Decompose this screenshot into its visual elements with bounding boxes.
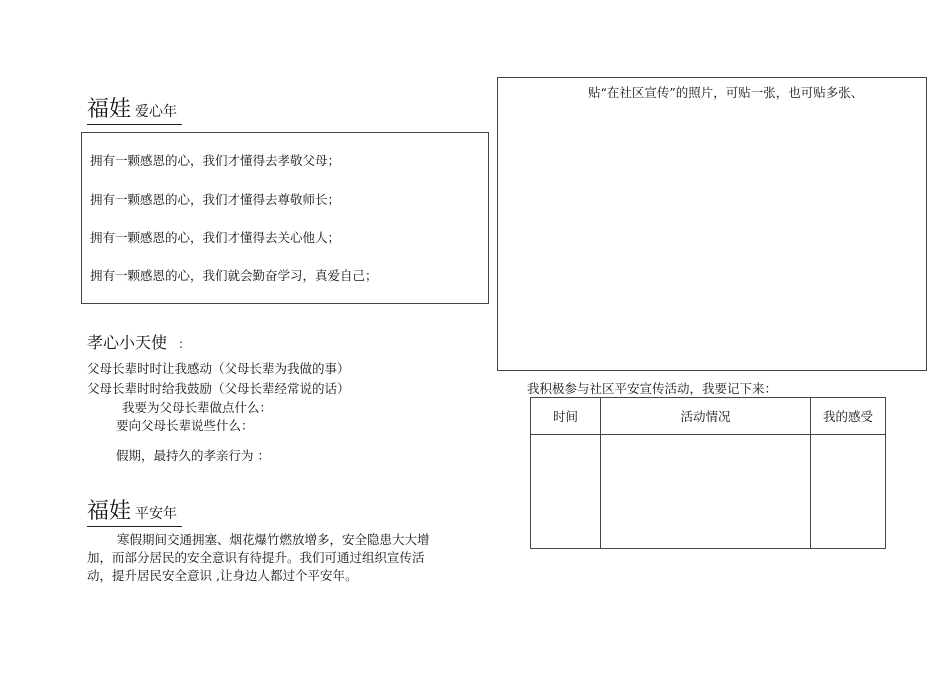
filial-prompt-moved: 父母长辈时时让我感动（父母长辈为我做的事） [87, 361, 350, 376]
header-feeling: 我的感受 [811, 398, 886, 435]
header-time: 时间 [531, 398, 601, 435]
safety-section-title [87, 494, 182, 527]
cell-time-input[interactable] [531, 435, 601, 549]
safety-title-sub: 平安年 [135, 506, 178, 522]
love-title-sub: 爱心年 [135, 104, 178, 120]
filial-prompt-say-to: 要向父母长辈说些什么： [116, 418, 254, 433]
header-activity: 活动情况 [601, 398, 811, 435]
table-header-row [531, 398, 886, 435]
filial-prompt-do-for: 我要为父母长辈做点什么： [122, 400, 273, 415]
filial-title-text: 孝心小天使 [87, 333, 168, 352]
filial-section-title [87, 330, 190, 353]
gratitude-line-1: 拥有一颗感恩的心，我们才懂得去孝敬父母； [90, 153, 341, 168]
gratitude-line-2: 拥有一颗感恩的心，我们才懂得去尊敬师长； [90, 192, 341, 207]
gratitude-box [81, 132, 489, 304]
safety-paragraph: 寒假期间交通拥塞、烟花爆竹燃放增多，安全隐患大大增加，而部分居民的安全意识有待提升。我们可通过组织宣传活动，提升居民安全意识 ,让身边人都过个平安年。 [87, 532, 430, 583]
activity-record-table [530, 397, 886, 549]
photo-box [497, 77, 927, 371]
filial-prompt-encouraged: 父母长辈时时给我鼓励（父母长辈经常说的话） [87, 381, 350, 396]
filial-title-colon: ： [178, 337, 191, 351]
filial-prompt-lasting: 假期，最持久的孝亲行为 ： [116, 448, 270, 463]
love-section-title [87, 92, 182, 125]
safety-title-main: 福娃 [87, 499, 132, 524]
gratitude-line-3: 拥有一颗感恩的心，我们才懂得去关心他人； [90, 230, 341, 245]
cell-activity-input[interactable] [601, 435, 811, 549]
activity-intro: 我积极参与社区平安宣传活动，我要记下来： [527, 381, 778, 396]
table-row [531, 435, 886, 549]
love-title-main: 福娃 [87, 97, 132, 122]
photo-box-caption: 贴“在社区宣传”的照片，可贴一张，也可贴多张、 [588, 85, 864, 100]
cell-feeling-input[interactable] [811, 435, 886, 549]
gratitude-line-4: 拥有一颗感恩的心，我们就会勤奋学习，真爱自己； [90, 268, 378, 283]
